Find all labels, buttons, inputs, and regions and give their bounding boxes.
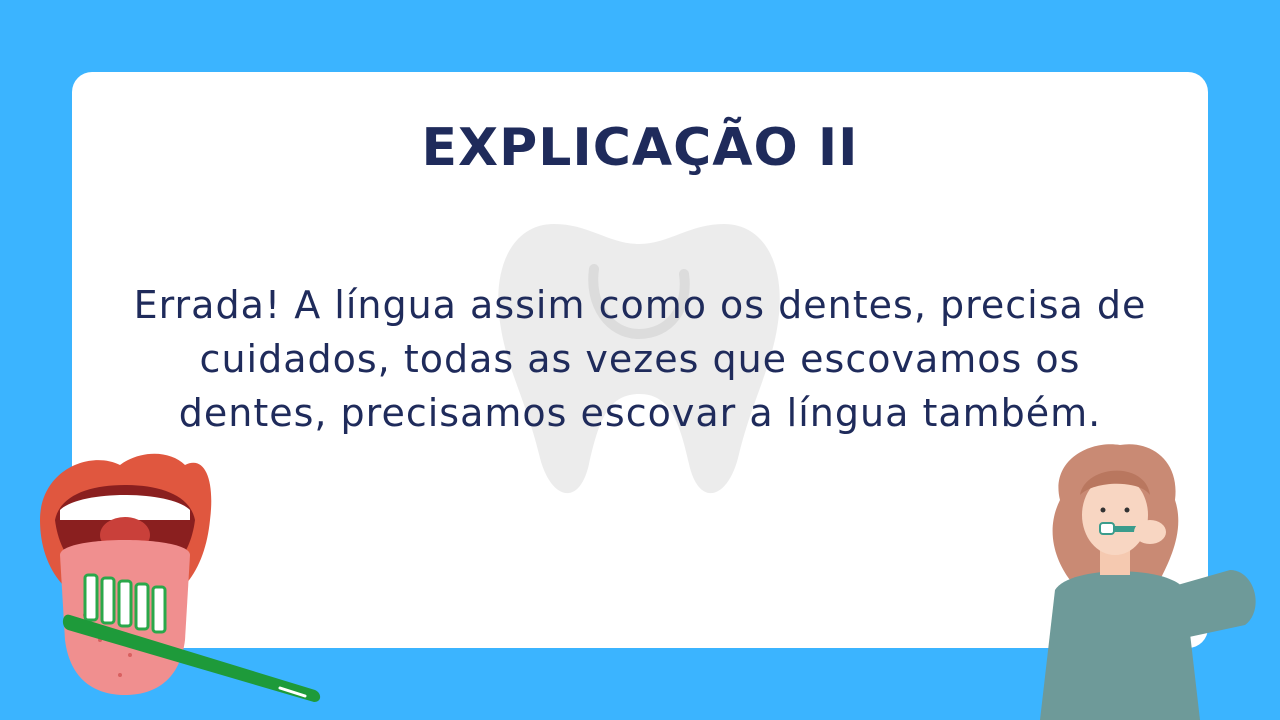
girl-brushing-teeth-icon	[1000, 440, 1280, 720]
slide-title: EXPLICAÇÃO II	[421, 118, 859, 178]
mouth-tongue-toothbrush-icon	[30, 440, 330, 720]
explanation-text: Errada! A língua assim como os dentes, precisa de cuidados, todas as vezes que escovamos os dentes, precisamos escovar a língua também.	[133, 283, 1147, 435]
